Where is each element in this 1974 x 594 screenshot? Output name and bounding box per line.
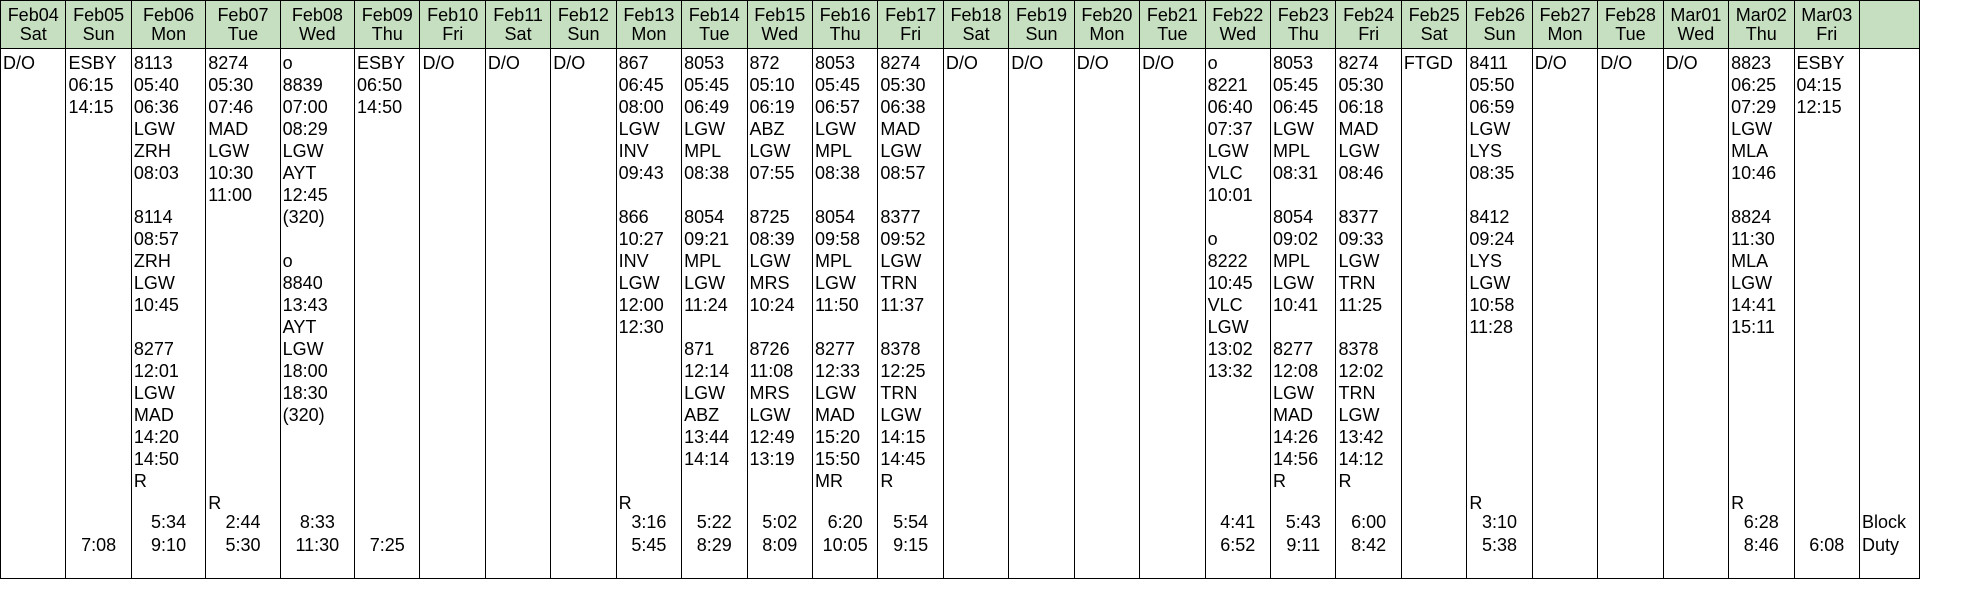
date-label: Feb20 <box>1081 4 1133 25</box>
day-cell <box>1401 49 1466 579</box>
day-header <box>1074 1 1139 49</box>
day-cell <box>943 49 1008 579</box>
weekday-label: Sat <box>962 23 990 44</box>
date-label: Feb05 <box>73 4 125 25</box>
date-label: Feb13 <box>623 4 675 25</box>
day-header <box>1598 1 1663 49</box>
block-time: 4:41 <box>1220 512 1256 532</box>
weekday-label: Mon <box>1089 23 1125 44</box>
block-time: 5:34 <box>151 512 187 532</box>
block-time: 6:28 <box>1743 512 1779 532</box>
day-header <box>1467 1 1532 49</box>
day-header <box>1663 1 1728 49</box>
day-cell <box>616 49 681 579</box>
weekday-label: Wed <box>299 23 336 44</box>
duty-time: 10:05 <box>822 535 868 555</box>
date-label: Feb19 <box>1015 4 1068 25</box>
duty-details: D/O <box>3 53 36 73</box>
duty-time: 9:15 <box>893 535 929 555</box>
date-label: Feb22 <box>1212 4 1264 25</box>
day-header <box>1336 1 1401 49</box>
day-header <box>878 1 943 49</box>
block-time: 6:00 <box>1351 512 1387 532</box>
date-label: Feb12 <box>557 4 609 25</box>
weekday-label: Mon <box>151 23 187 44</box>
duty-details: ESBY 06:50 14:50 <box>357 53 406 117</box>
day-cell <box>206 49 280 579</box>
duty-time: 5:45 <box>631 535 667 555</box>
block-time: 5:02 <box>762 512 798 532</box>
block-time: 6:20 <box>827 512 863 532</box>
block-time: 5:43 <box>1285 512 1321 532</box>
duty-details: D/O <box>553 53 586 73</box>
duty-time: 6:52 <box>1220 535 1256 555</box>
date-label: Feb16 <box>819 4 871 25</box>
totals-header <box>1859 1 1919 49</box>
day-cell <box>1532 49 1597 579</box>
day-header <box>355 1 420 49</box>
duty-details: 8053 05:45 06:45 LGW MPL 08:31 8054 09:02 MPL LGW 10:41 8277 12:08 LGW MAD 14:26 14:56 R <box>1273 53 1319 491</box>
duty-details: 8274 05:30 06:38 MAD LGW 08:57 8377 09:52 LGW TRN 11:37 8378 12:25 TRN LGW 14:15 14:45 R <box>880 53 926 491</box>
weekday-label: Mon <box>1547 23 1583 44</box>
duty-time: 7:25 <box>369 535 405 555</box>
date-label: Mar02 <box>1735 4 1787 25</box>
block-time: 3:10 <box>1482 512 1518 532</box>
date-label: Mar03 <box>1801 4 1853 25</box>
day-cell <box>1336 49 1401 579</box>
weekday-label: Sat <box>19 23 47 44</box>
duty-details: D/O <box>422 53 455 73</box>
weekday-label: Mon <box>631 23 667 44</box>
duty-details: FTGD <box>1403 53 1453 73</box>
duty-time: 11:30 <box>295 535 340 555</box>
date-label: Feb07 <box>217 4 269 25</box>
totals-label-cell <box>1859 49 1919 579</box>
duty-details: o 8221 06:40 07:37 LGW VLC 10:01 o 8222 10:45 VLC LGW 13:02 13:32 <box>1207 53 1253 381</box>
duty-details: 8113 05:40 06:36 LGW ZRH 08:03 8114 08:57 ZRH LGW 10:45 8277 12:01 LGW MAD 14:20 14:50 R <box>133 53 179 491</box>
day-cell <box>1271 49 1336 579</box>
weekday-label: Sun <box>1025 23 1058 44</box>
duty-details: 872 05:10 06:19 ABZ LGW 07:55 8725 08:39 LGW MRS 10:24 8726 11:08 MRS LGW 12:49 13:19 <box>749 53 795 469</box>
date-label: Feb26 <box>1474 4 1526 25</box>
day-cell <box>1140 49 1205 579</box>
duty-details: 8411 05:50 06:59 LGW LYS 08:35 8412 09:24 LYS LGW 10:58 11:28 R <box>1469 53 1515 513</box>
weekday-label: Thu <box>1745 23 1777 44</box>
day-cell <box>420 49 485 579</box>
duty-time: 5:38 <box>1482 535 1518 555</box>
duty-row <box>1 49 1974 579</box>
duty-time: 9:11 <box>1286 535 1321 555</box>
date-label: Feb15 <box>754 4 806 25</box>
weekday-label: Sun <box>1483 23 1516 44</box>
day-header <box>420 1 485 49</box>
duty-time: 5:30 <box>225 535 261 555</box>
duty-details: D/O <box>1011 53 1044 73</box>
date-label: Feb27 <box>1539 4 1591 25</box>
day-header <box>1009 1 1074 49</box>
day-header <box>1205 1 1270 49</box>
duty-details: 8053 05:45 06:57 LGW MPL 08:38 8054 09:58 MPL LGW 11:50 8277 12:33 LGW MAD 15:20 15:50 MR <box>814 53 861 491</box>
day-header <box>1 1 66 49</box>
date-label: Feb14 <box>688 4 740 25</box>
duty-details: ESBY 04:15 12:15 <box>1796 53 1845 117</box>
date-label: Feb24 <box>1343 4 1395 25</box>
day-header <box>747 1 812 49</box>
duty-details: 8274 05:30 07:46 MAD LGW 10:30 11:00 R <box>208 53 254 513</box>
duty-details: D/O <box>1534 53 1567 73</box>
block-time: 5:54 <box>893 512 929 532</box>
day-cell <box>1074 49 1139 579</box>
day-header <box>280 1 354 49</box>
duty-details: D/O <box>487 53 520 73</box>
day-cell <box>1729 49 1794 579</box>
weekday-label: Thu <box>829 23 861 44</box>
day-header <box>943 1 1008 49</box>
day-cell <box>1467 49 1532 579</box>
day-cell <box>485 49 550 579</box>
date-label: Feb06 <box>143 4 195 25</box>
duty-time: 8:09 <box>762 535 798 555</box>
duty-details: D/O <box>1076 53 1109 73</box>
weekday-label: Wed <box>761 23 799 44</box>
block-time: 3:16 <box>631 512 667 532</box>
duty-time: 8:46 <box>1743 535 1779 555</box>
day-header <box>206 1 280 49</box>
block-time: 5:22 <box>696 512 732 532</box>
day-cell <box>1598 49 1663 579</box>
day-header <box>1729 1 1794 49</box>
duty-details: D/O <box>1665 53 1698 73</box>
duty-time: 6:08 <box>1809 535 1845 555</box>
day-header <box>1271 1 1336 49</box>
duty-details: 867 06:45 08:00 LGW INV 09:43 866 10:27 INV LGW 12:00 12:30 R <box>618 53 664 513</box>
day-cell <box>131 49 205 579</box>
weekday-label: Tue <box>1615 23 1646 44</box>
day-cell <box>878 49 943 579</box>
weekday-label: Fri <box>1358 23 1380 44</box>
day-header <box>682 1 747 49</box>
weekday-label: Thu <box>371 23 403 44</box>
day-cell <box>1663 49 1728 579</box>
day-header <box>1532 1 1597 49</box>
weekday-label: Tue <box>227 23 259 44</box>
duty-details: 8823 06:25 07:29 LGW MLA 10:46 8824 11:30 MLA LGW 14:41 15:11 R <box>1731 53 1777 513</box>
day-cell <box>1205 49 1270 579</box>
block-time: 2:44 <box>225 512 261 532</box>
day-cell <box>1794 49 1859 579</box>
day-header <box>551 1 616 49</box>
date-label: Feb23 <box>1277 4 1329 25</box>
duty-time: 7:08 <box>81 535 117 555</box>
day-header <box>1794 1 1859 49</box>
day-cell <box>682 49 747 579</box>
day-header <box>812 1 877 49</box>
day-cell <box>66 49 131 579</box>
duty-time: 9:10 <box>151 535 187 555</box>
weekday-label: Sun <box>567 23 600 44</box>
day-cell <box>280 49 354 579</box>
block-time: 8:33 <box>299 512 335 532</box>
date-label: Feb09 <box>361 4 413 25</box>
date-label: Feb04 <box>7 4 59 25</box>
date-label: Feb25 <box>1408 4 1460 25</box>
duty-details: ESBY 06:15 14:15 <box>68 53 117 117</box>
weekday-label: Thu <box>1287 23 1319 44</box>
day-header <box>1401 1 1466 49</box>
duty-time: 8:42 <box>1351 535 1387 555</box>
weekday-label: Sun <box>82 23 115 44</box>
day-cell <box>355 49 420 579</box>
block-label: Block <box>1861 512 1906 532</box>
weekday-label: Sat <box>504 23 532 44</box>
day-header <box>131 1 205 49</box>
date-label: Feb10 <box>427 4 479 25</box>
day-header <box>1140 1 1205 49</box>
day-cell <box>1009 49 1074 579</box>
weekday-label: Fri <box>1816 23 1838 44</box>
day-cell <box>747 49 812 579</box>
weekday-label: Fri <box>442 23 464 44</box>
date-label: Feb18 <box>950 4 1002 25</box>
duty-details: o 8839 07:00 08:29 LGW AYT 12:45 (320) o 8840 13:43 AYT LGW 18:00 18:30 (320) <box>282 53 328 425</box>
duty-details: D/O <box>1142 53 1175 73</box>
header-row <box>1 1 1974 49</box>
weekday-label: Wed <box>1219 23 1257 44</box>
duty-details: 8053 05:45 06:49 LGW MPL 08:38 8054 09:21 MPL LGW 11:24 871 12:14 LGW ABZ 13:44 14:14 <box>684 53 730 469</box>
weekday-label: Wed <box>1677 23 1715 44</box>
weekday-label: Sat <box>1420 23 1448 44</box>
date-label: Feb11 <box>493 4 543 25</box>
day-header <box>616 1 681 49</box>
day-header <box>66 1 131 49</box>
day-cell <box>812 49 877 579</box>
weekday-label: Tue <box>1157 23 1188 44</box>
date-label: Feb21 <box>1146 4 1198 25</box>
duty-label: Duty <box>1861 535 1899 555</box>
weekday-label: Tue <box>699 23 730 44</box>
weekday-label: Fri <box>900 23 922 44</box>
date-label: Feb17 <box>885 4 937 25</box>
day-cell <box>1 49 66 579</box>
duty-details: D/O <box>1600 53 1633 73</box>
day-cell <box>551 49 616 579</box>
duty-time: 8:29 <box>696 535 732 555</box>
duty-details: D/O <box>945 53 978 73</box>
date-label: Mar01 <box>1670 4 1722 25</box>
date-label: Feb08 <box>291 4 343 25</box>
duty-details: 8274 05:30 06:18 MAD LGW 08:46 8377 09:33 LGW TRN 11:25 8378 12:02 TRN LGW 13:42 14:12 R <box>1338 53 1384 491</box>
day-header <box>485 1 550 49</box>
date-label: Feb28 <box>1604 4 1656 25</box>
